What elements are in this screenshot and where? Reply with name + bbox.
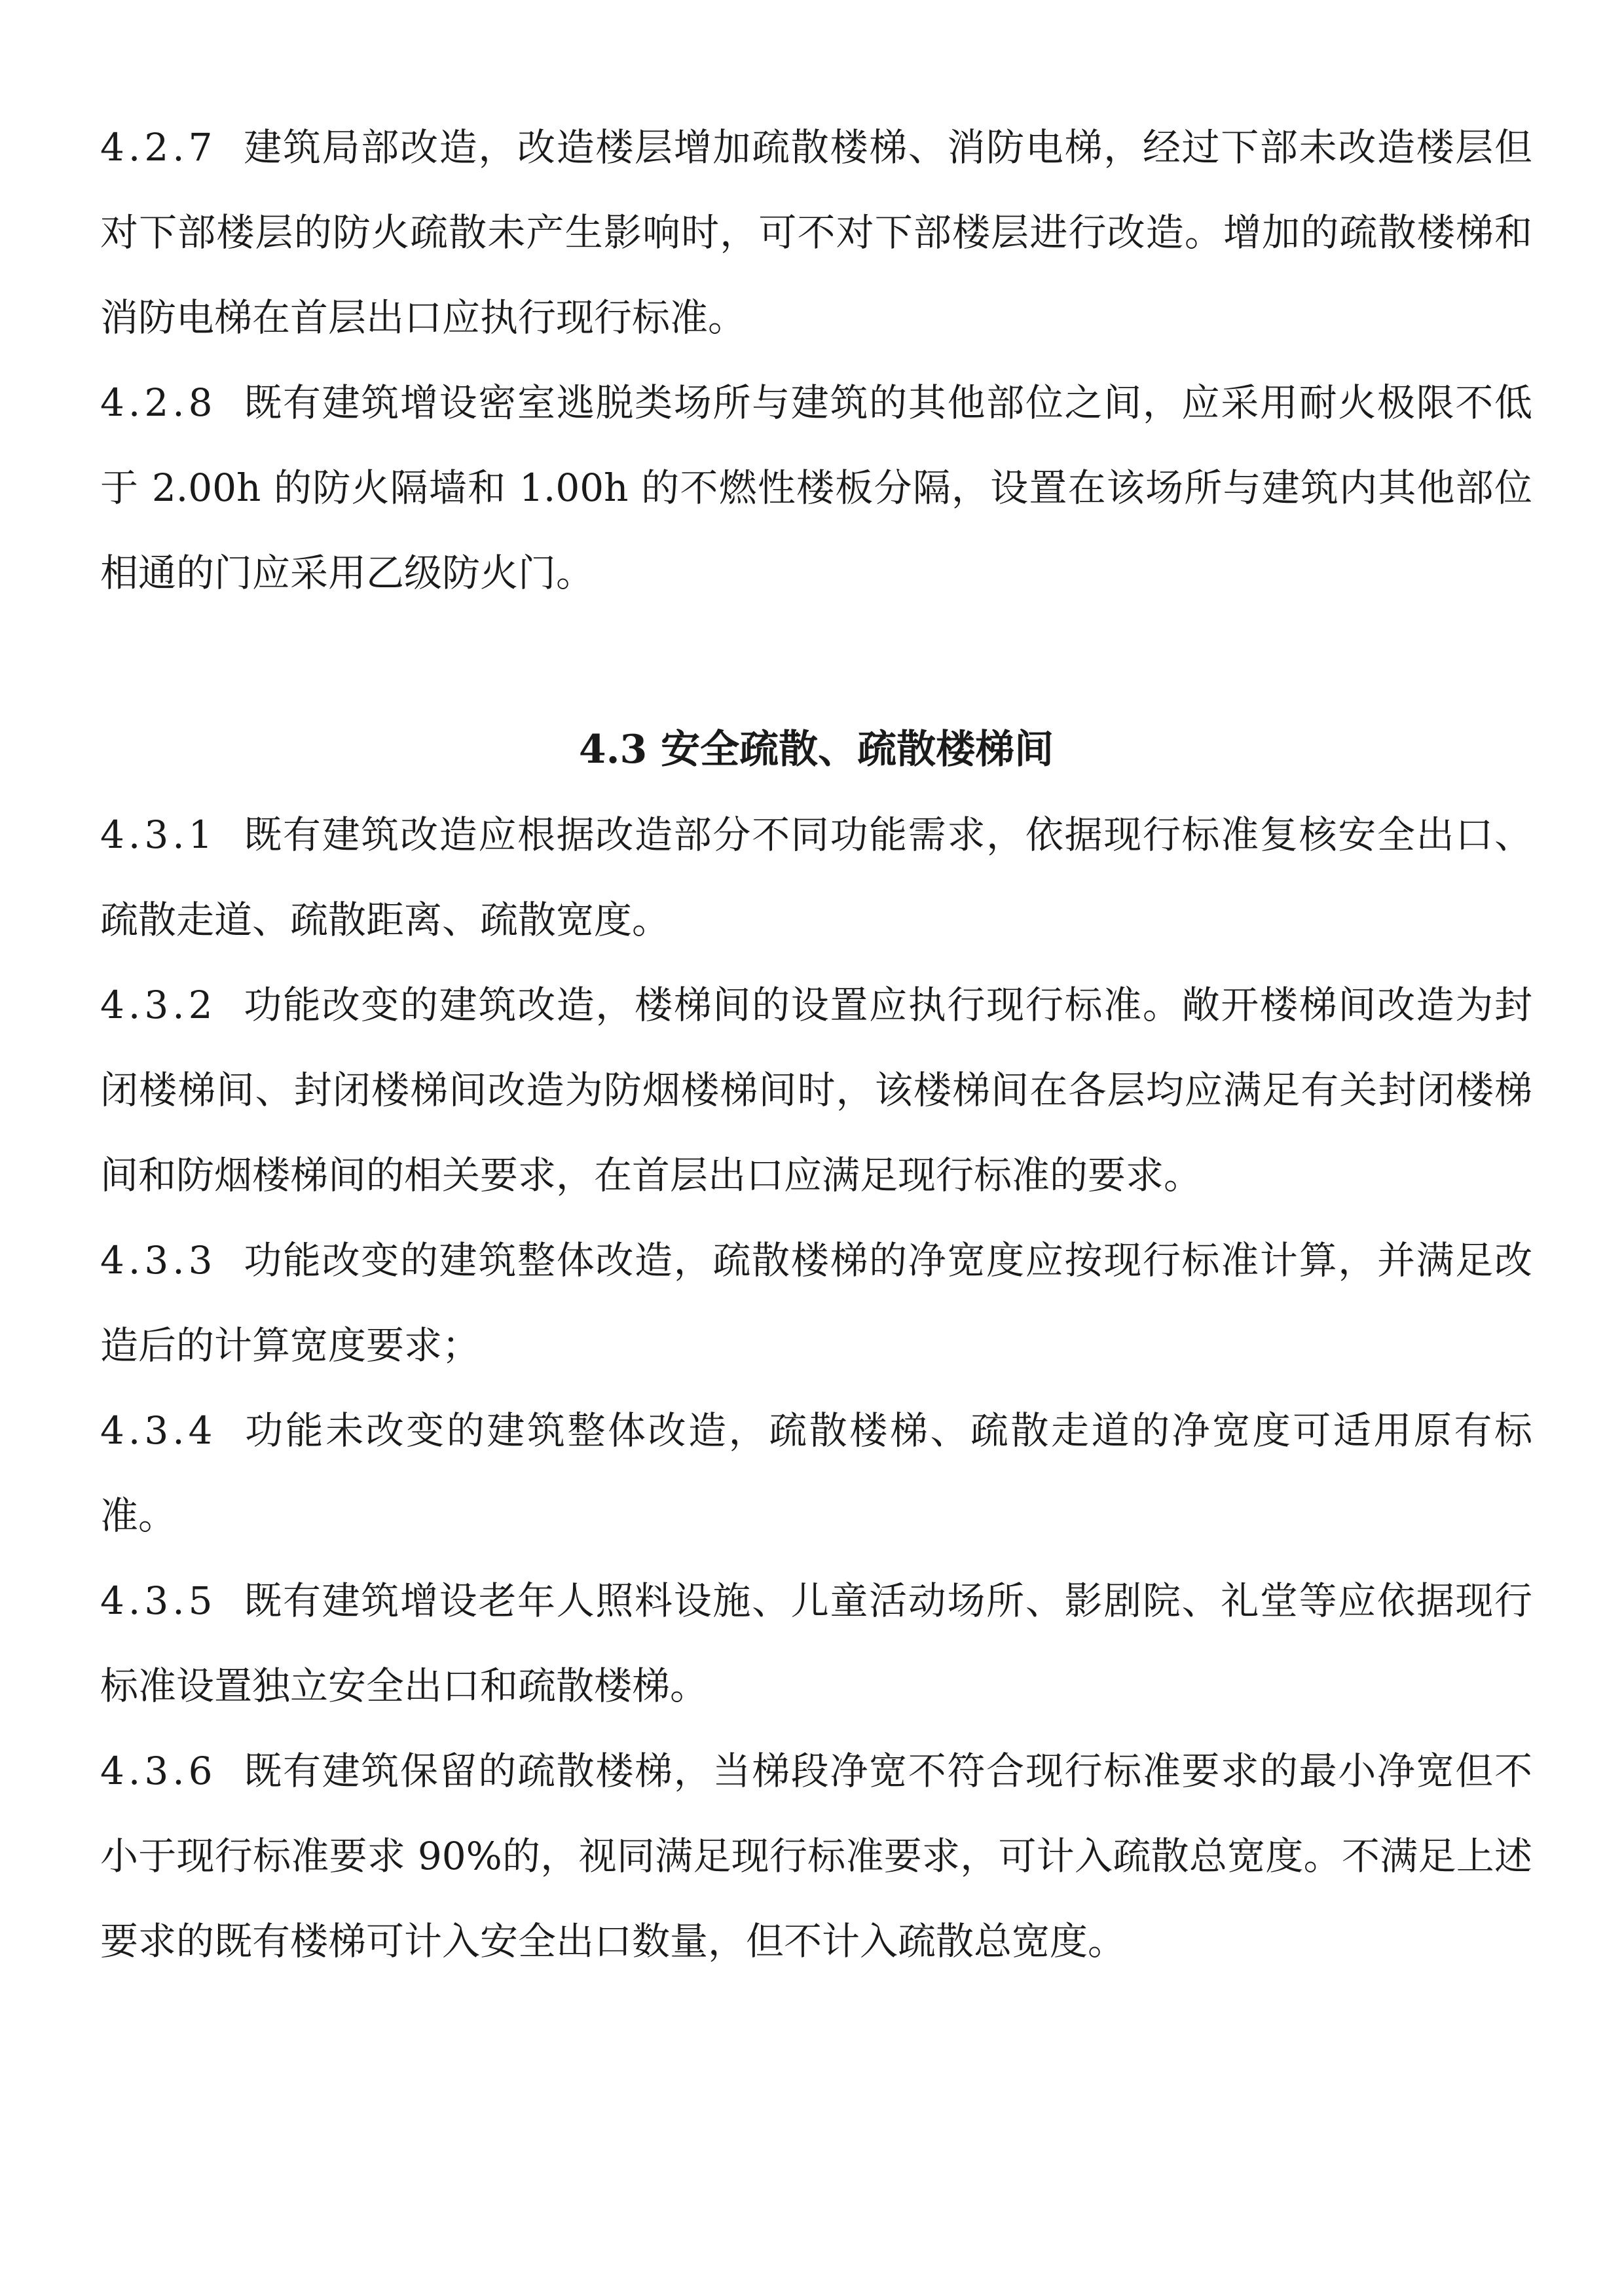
clause-number: 4.3.5 — [100, 1578, 217, 1623]
clause-text: 既有建筑增设老年人照料设施、儿童活动场所、影剧院、礼堂等应依据现行标准设置独立安全出口和疏散楼梯。 — [100, 1578, 1532, 1708]
clause-number: 4.3.1 — [100, 812, 217, 857]
clause-number: 4.3.4 — [100, 1408, 217, 1453]
clause-4-3-4 — [100, 1388, 1532, 1558]
clause-text: 既有建筑保留的疏散楼梯，当梯段净宽不符合现行标准要求的最小净宽但不小于现行标准要求 90%的，视同满足现行标准要求，可计入疏散总宽度。不满足上述要求的既有楼梯可计入安全出口数量，但不计入疏散总宽度。 — [100, 1749, 1532, 1963]
clause-text: 功能改变的建筑改造，楼梯间的设置应执行现行标准。敞开楼梯间改造为封闭楼梯间、封闭楼梯间改造为防烟楼梯间时，该楼梯间在各层均应满足有关封闭楼梯间和防烟楼梯间的相关要求，在首层出口应满足现行标准的要求。 — [100, 983, 1532, 1197]
section-title: 4.3 安全疏散、疏散楼梯间 — [578, 727, 1054, 773]
clause-text: 功能未改变的建筑整体改造，疏散楼梯、疏散走道的净宽度可适用原有标准。 — [100, 1408, 1532, 1538]
clause-4-3-2 — [100, 962, 1532, 1218]
clause-4-3-5 — [100, 1558, 1532, 1728]
clause-text: 既有建筑改造应根据改造部分不同功能需求，依据现行标准复核安全出口、疏散走道、疏散距离、疏散宽度。 — [100, 812, 1532, 942]
clause-text: 功能改变的建筑整体改造，疏散楼梯的净宽度应按现行标准计算，并满足改造后的计算宽度要求； — [100, 1238, 1532, 1368]
clause-4-2-8 — [100, 360, 1532, 615]
clause-4-3-6 — [100, 1728, 1532, 1984]
clause-4-2-7 — [100, 105, 1532, 360]
clause-4-3-1 — [100, 792, 1532, 962]
clause-number: 4.3.2 — [100, 983, 217, 1027]
clause-number: 4.2.8 — [100, 380, 217, 425]
clause-number: 4.3.3 — [100, 1238, 217, 1283]
clause-4-3-3 — [100, 1218, 1532, 1388]
section-spacer — [100, 615, 1532, 707]
clause-text: 建筑局部改造，改造楼层增加疏散楼梯、消防电梯，经过下部未改造楼层但对下部楼层的防火疏散未产生影响时，可不对下部楼层进行改造。增加的疏散楼梯和消防电梯在首层出口应执行现行标准。 — [100, 125, 1532, 340]
clause-number: 4.2.7 — [100, 125, 217, 170]
document-page — [100, 105, 1532, 1984]
clause-text: 既有建筑增设密室逃脱类场所与建筑的其他部位之间，应采用耐火极限不低于 2.00h 的防火隔墙和 1.00h 的不燃性楼板分隔，设置在该场所与建筑内其他部位相通的门应采用乙级防火门。 — [100, 380, 1532, 595]
clause-number: 4.3.6 — [100, 1749, 217, 1793]
